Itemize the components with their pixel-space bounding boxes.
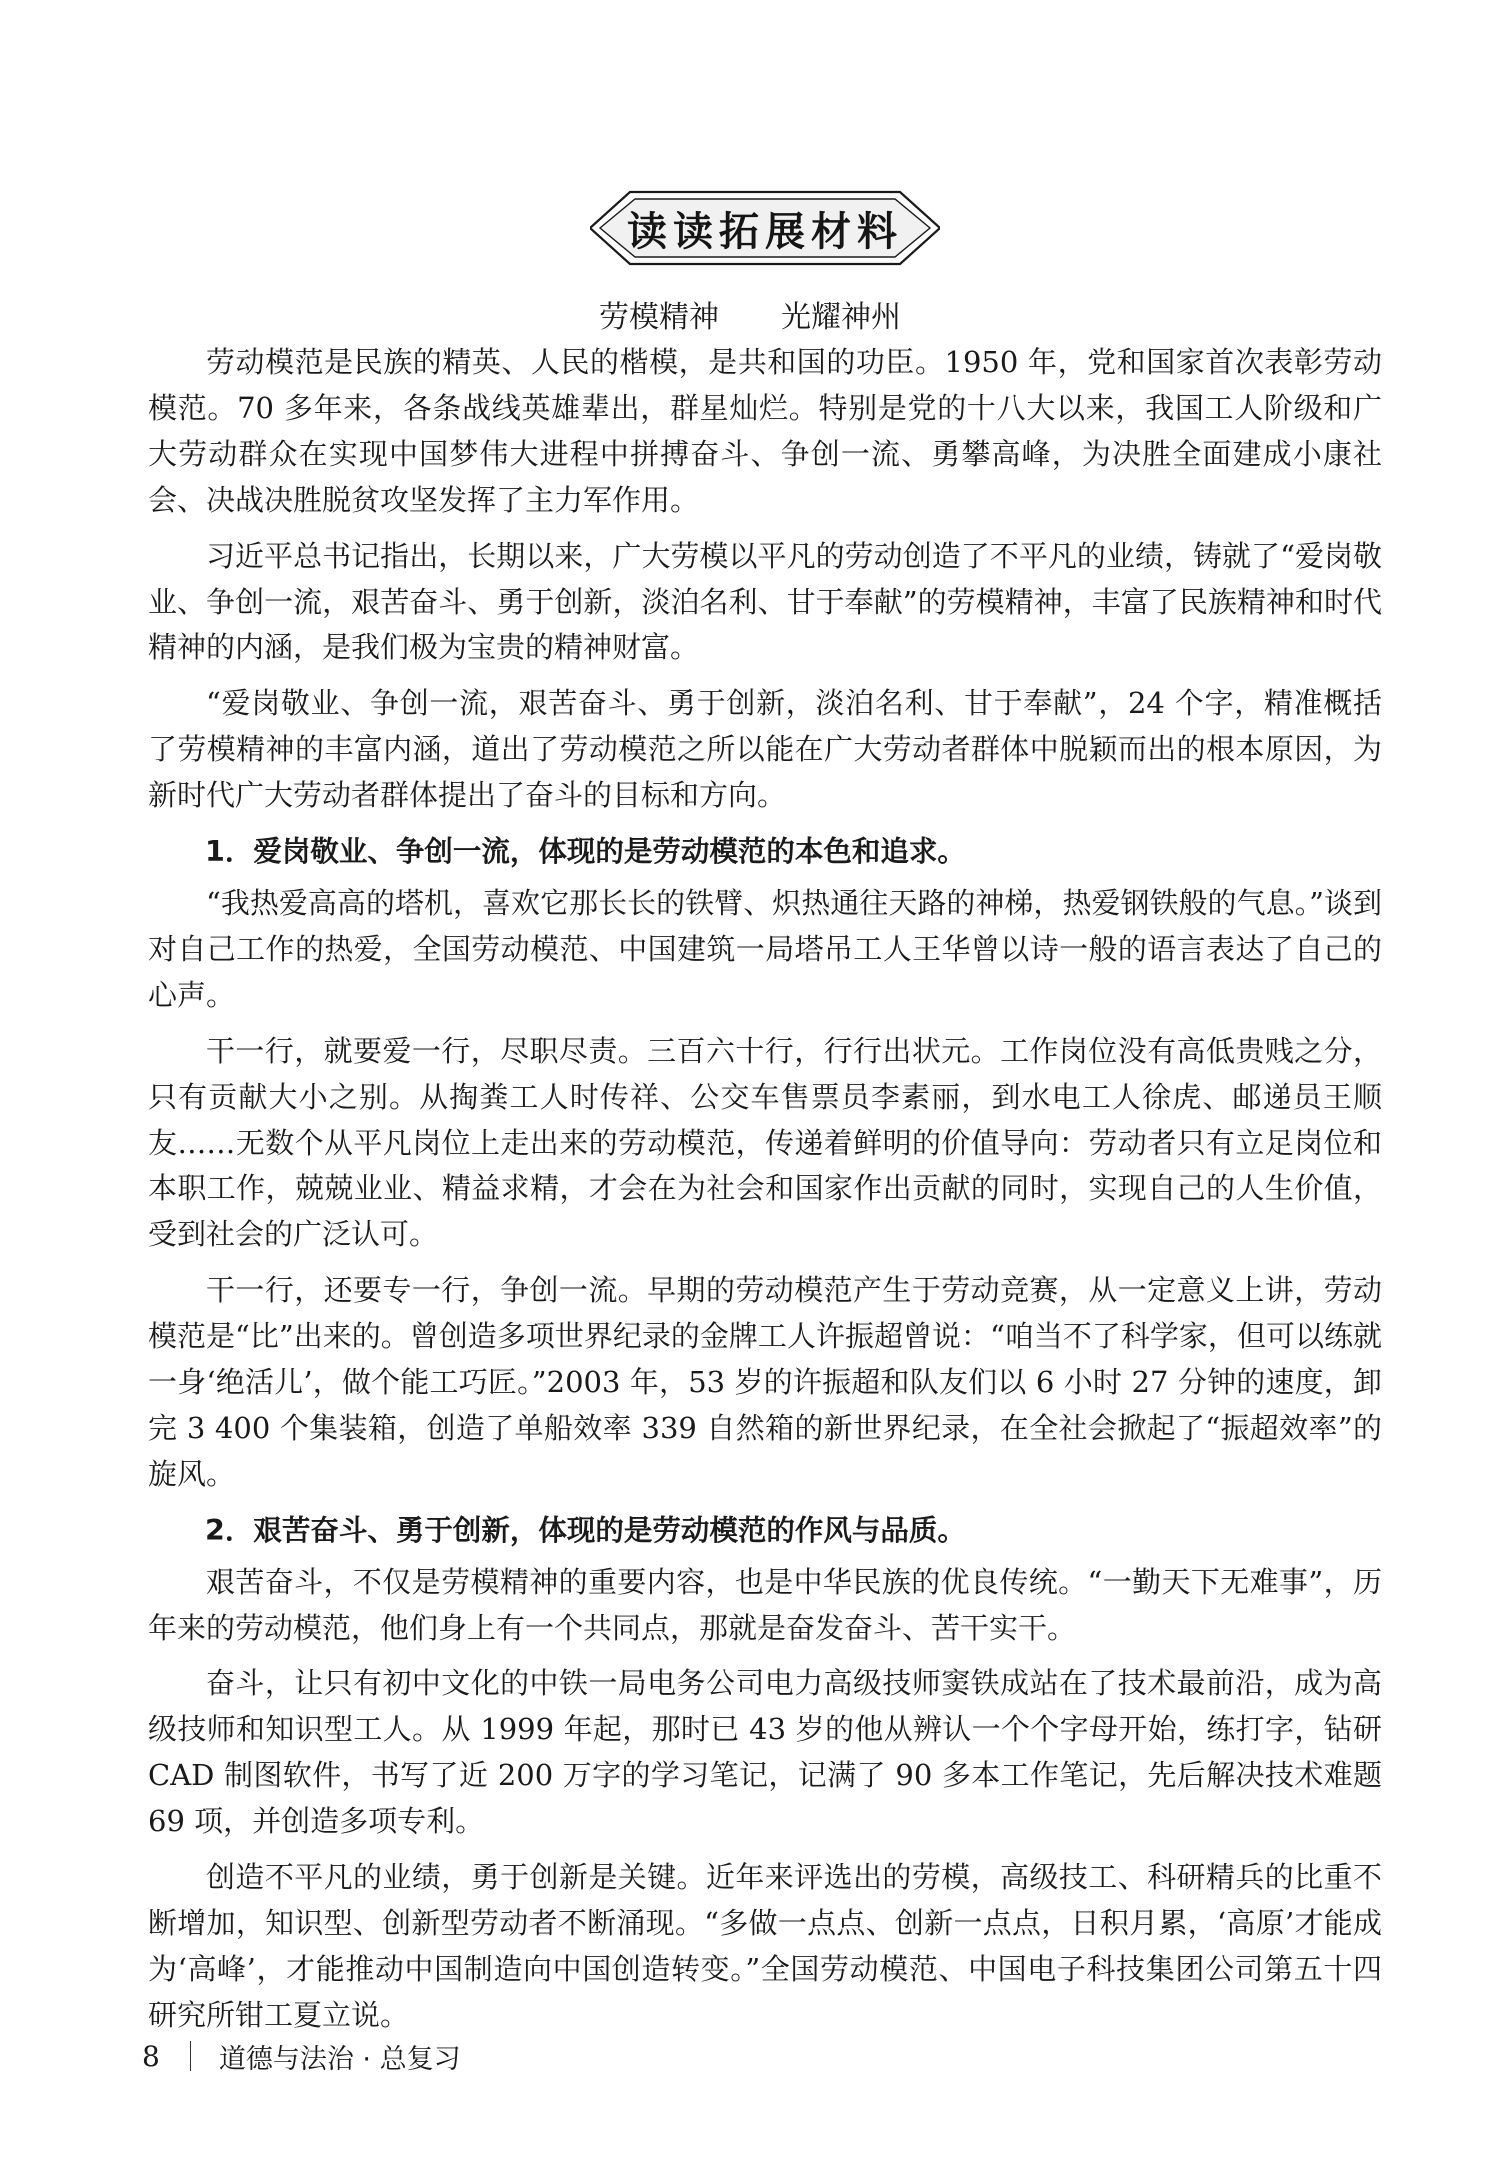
article-title xyxy=(0,292,1500,336)
footer-divider xyxy=(190,2041,191,2071)
article-body xyxy=(148,340,1382,2049)
article-title-left: 劳模精神 xyxy=(599,300,719,335)
banner-title: 读读拓展材料 xyxy=(627,208,903,255)
paragraph: 创造不平凡的业绩，勇于创新是关键。近年来评选出的劳模，高级技工、科研精兵的比重不断增加，知识型、创新型劳动者不断涌现。“多做一点点、创新一点点，日积月累，‘高原’才能成为‘高峰’，才能推动中国制造向中国创造转变。”全国劳动模范、中国电子科技集团公司第五十四研究所钳工夏立说。 xyxy=(148,1860,1382,2032)
section-banner xyxy=(590,186,940,270)
paragraph: 艰苦奋斗，不仅是劳模精神的重要内容，也是中华民族的优良传统。“一勤天下无难事”，历年来的劳动模范，他们身上有一个共同点，那就是奋发奋斗、苦干实干。 xyxy=(148,1564,1382,1645)
article-title-right: 光耀神州 xyxy=(781,300,901,335)
page-number: 8 xyxy=(142,2039,160,2073)
paragraph: 干一行，就要爱一行，尽职尽责。三百六十行，行行出状元。工作岗位没有高低贵贱之分，只有贡献大小之别。从掏粪工人时传祥、公交车售票员李素丽，到水电工人徐虎、邮递员王顺友……无数个从平凡岗位上走出来的劳动模范，传递着鲜明的价值导向：劳动者只有立足岗位和本职工作，兢兢业业、精益求精，才会在为社会和国家作出贡献的同时，实现自己的人生价值，受到社会的广泛认可。 xyxy=(148,1033,1382,1252)
paragraph: 奋斗，让只有初中文化的中铁一局电务公司电力高级技师窦铁成站在了技术最前沿，成为高级技师和知识型工人。从 1999 年起，那时已 43 岁的他从辨认一个个字母开始，练打字，钻研 CAD 制图软件，书写了近 200 万字的学习笔记，记满了 90 多本工作笔记，先后解决技术难题 69 项，并创造多项专利。 xyxy=(148,1666,1382,1839)
section-heading-1: 1．爱岗敬业、争创一流，体现的是劳动模范的本色和追求。 xyxy=(205,835,966,869)
section-heading-2: 2．艰苦奋斗、勇于创新，体现的是劳动模范的作风与品质。 xyxy=(205,1513,966,1547)
page-footer xyxy=(142,2036,461,2076)
paragraph: “爱岗敬业、争创一流，艰苦奋斗、勇于创新，淡泊名利、甘于奉献”，24 个字，精准概括了劳模精神的丰富内涵，道出了劳动模范之所以能在广大劳动者群体中脱颖而出的根本原因，为新时代广大劳动者群体提出了奋斗的目标和方向。 xyxy=(148,686,1382,813)
book-title: 道德与法治 · 总复习 xyxy=(218,2043,461,2075)
paragraph: 劳动模范是民族的精英、人民的楷模，是共和国的功臣。1950 年，党和国家首次表彰劳动模范。70 多年来，各条战线英雄辈出，群星灿烂。特别是党的十八大以来，我国工人阶级和广大劳动群众在实现中国梦伟大进程中拼搏奋斗、争创一流、勇攀高峰，为决胜全面建成小康社会、决战决胜脱贫攻坚发挥了主力军作用。 xyxy=(148,345,1382,517)
paragraph: “我热爱高高的塔机，喜欢它那长长的铁臂、炽热通往天路的神梯，热爱钢铁般的气息。”谈到对自己工作的热爱，全国劳动模范、中国建筑一局塔吊工人王华曾以诗一般的语言表达了自己的心声。 xyxy=(148,885,1382,1012)
paragraph: 习近平总书记指出，长期以来，广大劳模以平凡的劳动创造了不平凡的业绩，铸就了“爱岗敬业、争创一流，艰苦奋斗、勇于创新，淡泊名利、甘于奉献”的劳模精神，丰富了民族精神和时代精神的内涵，是我们极为宝贵的精神财富。 xyxy=(148,538,1382,665)
paragraph: 干一行，还要专一行，争创一流。早期的劳动模范产生于劳动竞赛，从一定意义上讲，劳动模范是“比”出来的。曾创造多项世界纪录的金牌工人许振超曾说：“咱当不了科学家，但可以练就一身‘绝活儿’，做个能工巧匠。”2003 年，53 岁的许振超和队友们以 6 小时 27 分钟的速度，卸完 3 400 个集装箱，创造了单船效率 339 自然箱的新世界纪录，在全社会掀起了“振超效率”的旋风。 xyxy=(148,1273,1382,1491)
